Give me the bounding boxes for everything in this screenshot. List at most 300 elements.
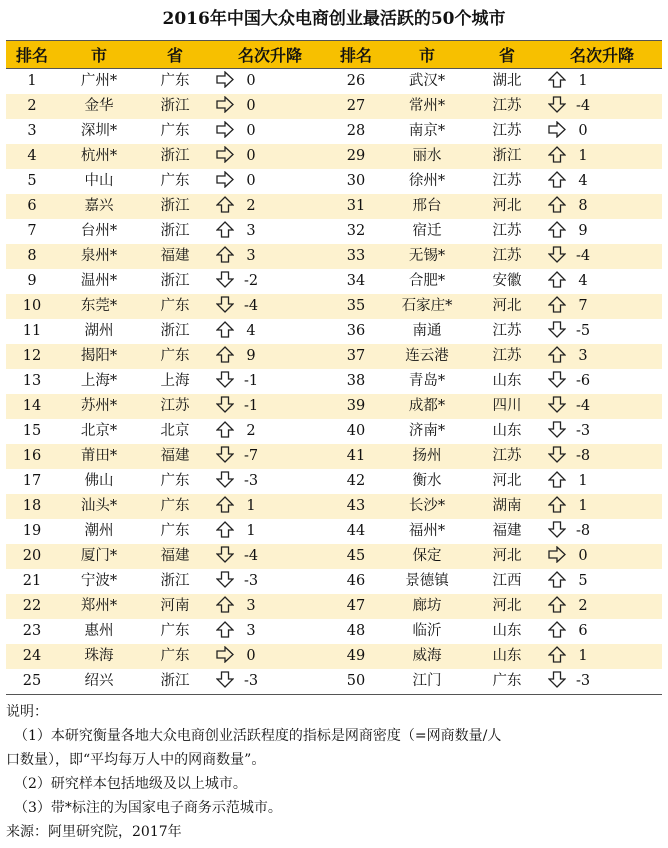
arrow-right-icon xyxy=(216,646,234,663)
rank-change-cell xyxy=(210,494,330,519)
city-cell: 南通 xyxy=(382,319,472,344)
province-cell: 山东 xyxy=(472,369,542,394)
rank-cell: 50 xyxy=(330,669,382,695)
province-cell: 河北 xyxy=(472,469,542,494)
arrow-down-icon xyxy=(216,546,234,563)
city-cell: 宿迁 xyxy=(382,219,472,244)
arrow-up-icon xyxy=(548,271,566,288)
arrow-up-icon xyxy=(216,346,234,363)
rank-change-value: 3 xyxy=(578,348,588,364)
rank-cell: 44 xyxy=(330,519,382,544)
province-cell: 江苏 xyxy=(472,169,542,194)
city-cell: 苏州* xyxy=(58,394,140,419)
province-cell: 广东 xyxy=(140,469,210,494)
city-cell: 邢台 xyxy=(382,194,472,219)
city-cell: 佛山 xyxy=(58,469,140,494)
city-cell: 南京* xyxy=(382,119,472,144)
rank-change-value: -7 xyxy=(243,448,259,464)
province-cell: 山东 xyxy=(472,419,542,444)
rank-change-cell xyxy=(210,594,330,619)
province-cell: 江苏 xyxy=(472,344,542,369)
arrow-down-icon xyxy=(548,671,566,688)
rank-change-value: 1 xyxy=(578,648,588,664)
rank-change-cell xyxy=(542,369,662,394)
province-cell: 江苏 xyxy=(472,119,542,144)
rank-change-value: 9 xyxy=(578,223,588,239)
rank-cell: 41 xyxy=(330,444,382,469)
note-1-continued: 口数量），即“平均每万人中的网商数量”。 xyxy=(6,752,266,768)
rank-change-cell xyxy=(542,69,662,95)
table-row xyxy=(6,294,662,319)
rank-change-value: 1 xyxy=(578,73,588,89)
arrow-down-icon xyxy=(216,296,234,313)
rank-cell: 31 xyxy=(330,194,382,219)
rank-change-value: -8 xyxy=(575,523,591,539)
city-cell: 惠州 xyxy=(58,619,140,644)
rank-change-value: 0 xyxy=(578,548,588,564)
city-cell: 武汉* xyxy=(382,69,472,95)
rank-cell: 35 xyxy=(330,294,382,319)
rank-change-value: 0 xyxy=(246,148,256,164)
table-row xyxy=(6,669,662,695)
rank-change-cell xyxy=(542,169,662,194)
rank-change-value: 0 xyxy=(246,123,256,139)
notes xyxy=(6,700,662,844)
arrow-up-icon xyxy=(548,571,566,588)
rank-change-value: 1 xyxy=(246,523,256,539)
city-cell: 汕头* xyxy=(58,494,140,519)
arrow-right-icon xyxy=(548,121,566,138)
notes-heading: 说明： xyxy=(6,704,48,720)
city-cell: 景德镇 xyxy=(382,569,472,594)
rank-change-value: 2 xyxy=(246,423,256,439)
rank-cell: 45 xyxy=(330,544,382,569)
rank-cell: 14 xyxy=(6,394,58,419)
arrow-up-icon xyxy=(548,471,566,488)
table-row xyxy=(6,69,662,95)
rank-change-cell xyxy=(210,169,330,194)
table-row xyxy=(6,319,662,344)
province-cell: 河北 xyxy=(472,294,542,319)
rank-change-cell xyxy=(210,419,330,444)
rank-change-cell xyxy=(542,519,662,544)
rank-change-cell xyxy=(542,269,662,294)
rank-change-value: 1 xyxy=(578,148,588,164)
province-cell: 北京 xyxy=(140,419,210,444)
rank-change-value: -3 xyxy=(243,673,259,689)
arrow-up-icon xyxy=(216,221,234,238)
city-cell: 金华 xyxy=(58,94,140,119)
arrow-down-icon xyxy=(548,446,566,463)
province-cell: 浙江 xyxy=(140,219,210,244)
source-line: 来源：阿里研究院，2017年 xyxy=(6,824,182,840)
table-row xyxy=(6,394,662,419)
rank-cell: 49 xyxy=(330,644,382,669)
header-city-left: 市 xyxy=(58,41,140,69)
rank-change-cell xyxy=(542,469,662,494)
rank-change-value: 4 xyxy=(578,273,588,289)
city-cell: 衡水 xyxy=(382,469,472,494)
rank-change-cell xyxy=(210,344,330,369)
table-row xyxy=(6,569,662,594)
rank-cell: 12 xyxy=(6,344,58,369)
province-cell: 江苏 xyxy=(472,319,542,344)
table-row xyxy=(6,369,662,394)
city-cell: 廊坊 xyxy=(382,594,472,619)
arrow-up-icon xyxy=(216,621,234,638)
arrow-down-icon xyxy=(548,371,566,388)
city-cell: 成都* xyxy=(382,394,472,419)
rank-change-cell xyxy=(210,644,330,669)
rank-change-value: -3 xyxy=(575,423,591,439)
city-cell: 郑州* xyxy=(58,594,140,619)
province-cell: 江苏 xyxy=(472,244,542,269)
city-cell: 揭阳* xyxy=(58,344,140,369)
rank-cell: 7 xyxy=(6,219,58,244)
city-cell: 连云港 xyxy=(382,344,472,369)
rank-cell: 10 xyxy=(6,294,58,319)
header-province-left: 省 xyxy=(140,41,210,69)
arrow-down-icon xyxy=(548,421,566,438)
rank-cell: 37 xyxy=(330,344,382,369)
note-3: （3）带*标注的为国家电子商务示范城市。 xyxy=(14,800,282,816)
arrow-up-icon xyxy=(216,596,234,613)
rank-change-cell xyxy=(542,319,662,344)
rank-change-value: -1 xyxy=(243,398,259,414)
rank-change-cell xyxy=(542,444,662,469)
rank-change-cell xyxy=(542,294,662,319)
rank-change-cell xyxy=(542,594,662,619)
rank-change-value: -3 xyxy=(575,673,591,689)
rank-cell: 30 xyxy=(330,169,382,194)
city-cell: 合肥* xyxy=(382,269,472,294)
city-cell: 江门 xyxy=(382,669,472,695)
rank-cell: 5 xyxy=(6,169,58,194)
arrow-down-icon xyxy=(216,396,234,413)
city-cell: 深圳* xyxy=(58,119,140,144)
rank-cell: 29 xyxy=(330,144,382,169)
rank-change-value: -3 xyxy=(243,573,259,589)
city-cell: 丽水 xyxy=(382,144,472,169)
arrow-down-icon xyxy=(216,371,234,388)
rank-change-cell xyxy=(210,144,330,169)
rank-change-value: 3 xyxy=(246,598,256,614)
rank-change-value: -1 xyxy=(243,373,259,389)
table-row xyxy=(6,469,662,494)
city-cell: 青岛* xyxy=(382,369,472,394)
rank-change-value: 0 xyxy=(246,648,256,664)
arrow-down-icon xyxy=(216,671,234,688)
province-cell: 江苏 xyxy=(472,94,542,119)
city-cell: 扬州 xyxy=(382,444,472,469)
table-row xyxy=(6,269,662,294)
table-row xyxy=(6,419,662,444)
province-cell: 河南 xyxy=(140,594,210,619)
arrow-up-icon xyxy=(216,321,234,338)
arrow-down-icon xyxy=(216,271,234,288)
city-cell: 北京* xyxy=(58,419,140,444)
rank-change-cell xyxy=(542,494,662,519)
province-cell: 江苏 xyxy=(140,394,210,419)
rank-change-cell xyxy=(210,94,330,119)
rank-cell: 39 xyxy=(330,394,382,419)
city-cell: 厦门* xyxy=(58,544,140,569)
rank-change-value: 3 xyxy=(246,248,256,264)
arrow-down-icon xyxy=(216,446,234,463)
arrow-right-icon xyxy=(548,546,566,563)
rank-change-value: 0 xyxy=(246,73,256,89)
header-rank-right: 排名 xyxy=(330,41,382,69)
arrow-down-icon xyxy=(216,471,234,488)
province-cell: 江西 xyxy=(472,569,542,594)
arrow-up-icon xyxy=(548,596,566,613)
rank-change-value: 2 xyxy=(246,198,256,214)
city-cell: 东莞* xyxy=(58,294,140,319)
rank-cell: 32 xyxy=(330,219,382,244)
rank-change-cell xyxy=(210,244,330,269)
rank-change-value: 4 xyxy=(246,323,256,339)
table-row xyxy=(6,519,662,544)
arrow-right-icon xyxy=(216,171,234,188)
rank-change-cell xyxy=(542,219,662,244)
arrow-down-icon xyxy=(548,96,566,113)
rank-cell: 28 xyxy=(330,119,382,144)
city-cell: 泉州* xyxy=(58,244,140,269)
arrow-up-icon xyxy=(548,196,566,213)
province-cell: 河北 xyxy=(472,544,542,569)
city-cell: 济南* xyxy=(382,419,472,444)
city-cell: 无锡* xyxy=(382,244,472,269)
rank-change-cell xyxy=(210,444,330,469)
rank-change-cell xyxy=(210,369,330,394)
rank-change-cell xyxy=(210,69,330,95)
city-cell: 嘉兴 xyxy=(58,194,140,219)
city-cell: 福州* xyxy=(382,519,472,544)
city-cell: 珠海 xyxy=(58,644,140,669)
rank-change-cell xyxy=(210,544,330,569)
arrow-up-icon xyxy=(216,196,234,213)
rank-change-cell xyxy=(210,219,330,244)
header-change-right: 名次升降 xyxy=(542,41,662,69)
rank-change-value: 7 xyxy=(578,298,588,314)
province-cell: 浙江 xyxy=(140,94,210,119)
rank-change-value: -4 xyxy=(575,248,591,264)
arrow-down-icon xyxy=(548,321,566,338)
rank-change-cell xyxy=(210,319,330,344)
rank-cell: 33 xyxy=(330,244,382,269)
arrow-up-icon xyxy=(548,621,566,638)
rank-change-value: 1 xyxy=(246,498,256,514)
rank-cell: 25 xyxy=(6,669,58,695)
rank-change-value: -5 xyxy=(575,323,591,339)
rank-cell: 9 xyxy=(6,269,58,294)
arrow-up-icon xyxy=(216,246,234,263)
province-cell: 浙江 xyxy=(140,319,210,344)
city-cell: 临沂 xyxy=(382,619,472,644)
rank-cell: 26 xyxy=(330,69,382,95)
province-cell: 安徽 xyxy=(472,269,542,294)
rank-change-cell xyxy=(210,394,330,419)
rank-change-cell xyxy=(542,544,662,569)
city-cell: 中山 xyxy=(58,169,140,194)
rank-change-value: 2 xyxy=(578,598,588,614)
city-cell: 温州* xyxy=(58,269,140,294)
city-cell: 台州* xyxy=(58,219,140,244)
city-cell: 上海* xyxy=(58,369,140,394)
rank-change-cell xyxy=(542,144,662,169)
rank-change-value: -3 xyxy=(243,473,259,489)
arrow-right-icon xyxy=(216,121,234,138)
city-cell: 湖州 xyxy=(58,319,140,344)
rank-cell: 43 xyxy=(330,494,382,519)
rank-cell: 6 xyxy=(6,194,58,219)
arrow-right-icon xyxy=(216,96,234,113)
rank-cell: 4 xyxy=(6,144,58,169)
rank-change-value: -4 xyxy=(575,398,591,414)
city-cell: 广州* xyxy=(58,69,140,95)
province-cell: 广东 xyxy=(140,494,210,519)
city-cell: 绍兴 xyxy=(58,669,140,695)
rank-change-value: -4 xyxy=(243,548,259,564)
arrow-up-icon xyxy=(548,146,566,163)
table-row xyxy=(6,444,662,469)
rank-change-cell xyxy=(542,194,662,219)
rank-change-cell xyxy=(210,194,330,219)
rank-change-cell xyxy=(542,669,662,695)
rank-cell: 16 xyxy=(6,444,58,469)
rank-cell: 2 xyxy=(6,94,58,119)
rank-cell: 23 xyxy=(6,619,58,644)
province-cell: 浙江 xyxy=(140,569,210,594)
rank-change-cell xyxy=(542,394,662,419)
province-cell: 福建 xyxy=(140,444,210,469)
header-province-right: 省 xyxy=(472,41,542,69)
rank-cell: 17 xyxy=(6,469,58,494)
rank-change-value: 6 xyxy=(578,623,588,639)
rank-cell: 11 xyxy=(6,319,58,344)
rank-change-value: 8 xyxy=(578,198,588,214)
province-cell: 浙江 xyxy=(140,269,210,294)
rank-change-value: 3 xyxy=(246,623,256,639)
rank-change-cell xyxy=(542,619,662,644)
province-cell: 江苏 xyxy=(472,219,542,244)
rank-change-cell xyxy=(210,519,330,544)
province-cell: 浙江 xyxy=(472,144,542,169)
province-cell: 广东 xyxy=(140,69,210,95)
table-row xyxy=(6,194,662,219)
rank-cell: 18 xyxy=(6,494,58,519)
table-row xyxy=(6,344,662,369)
rank-cell: 1 xyxy=(6,69,58,95)
table-row xyxy=(6,494,662,519)
table-row xyxy=(6,544,662,569)
city-cell: 保定 xyxy=(382,544,472,569)
rank-cell: 48 xyxy=(330,619,382,644)
city-cell: 威海 xyxy=(382,644,472,669)
rank-change-cell xyxy=(210,294,330,319)
rank-change-cell xyxy=(210,619,330,644)
note-2: （2）研究样本包括地级及以上城市。 xyxy=(14,776,247,792)
city-cell: 徐州* xyxy=(382,169,472,194)
rank-cell: 34 xyxy=(330,269,382,294)
note-1: （1）本研究衡量各地大众电商创业活跃程度的指标是网商密度（=网商数量/人 xyxy=(14,728,502,744)
province-cell: 广东 xyxy=(140,619,210,644)
rank-cell: 40 xyxy=(330,419,382,444)
rank-change-cell xyxy=(210,269,330,294)
province-cell: 广东 xyxy=(140,294,210,319)
rank-cell: 13 xyxy=(6,369,58,394)
rank-change-cell xyxy=(210,119,330,144)
rank-change-value: -4 xyxy=(575,98,591,114)
rank-cell: 38 xyxy=(330,369,382,394)
rank-change-cell xyxy=(210,669,330,695)
rank-change-cell xyxy=(210,569,330,594)
arrow-down-icon xyxy=(216,571,234,588)
rank-change-value: 0 xyxy=(246,173,256,189)
table-title: 2016年中国大众电商创业最活跃的50个城市 xyxy=(162,9,506,29)
province-cell: 广东 xyxy=(140,519,210,544)
table-row xyxy=(6,94,662,119)
arrow-up-icon xyxy=(216,496,234,513)
rank-change-value: 5 xyxy=(578,573,588,589)
arrow-up-icon xyxy=(548,646,566,663)
province-cell: 河北 xyxy=(472,594,542,619)
table-row xyxy=(6,244,662,269)
arrow-up-icon xyxy=(216,421,234,438)
city-cell: 长沙* xyxy=(382,494,472,519)
rank-cell: 21 xyxy=(6,569,58,594)
arrow-up-icon xyxy=(548,346,566,363)
rank-change-cell xyxy=(542,569,662,594)
rank-change-cell xyxy=(210,469,330,494)
rank-change-value: 0 xyxy=(246,98,256,114)
province-cell: 福建 xyxy=(140,244,210,269)
rank-change-cell xyxy=(542,244,662,269)
rank-cell: 3 xyxy=(6,119,58,144)
rank-change-value: -4 xyxy=(243,298,259,314)
rank-change-value: 1 xyxy=(578,473,588,489)
rank-change-cell xyxy=(542,644,662,669)
rank-cell: 27 xyxy=(330,94,382,119)
table-row xyxy=(6,619,662,644)
arrow-right-icon xyxy=(216,146,234,163)
header-row xyxy=(6,41,662,69)
province-cell: 湖南 xyxy=(472,494,542,519)
city-cell: 杭州* xyxy=(58,144,140,169)
province-cell: 浙江 xyxy=(140,194,210,219)
province-cell: 浙江 xyxy=(140,669,210,695)
province-cell: 广东 xyxy=(140,644,210,669)
table-row xyxy=(6,644,662,669)
header-rank-left: 排名 xyxy=(6,41,58,69)
rank-cell: 24 xyxy=(6,644,58,669)
rank-change-value: -8 xyxy=(575,448,591,464)
province-cell: 四川 xyxy=(472,394,542,419)
arrow-down-icon xyxy=(548,521,566,538)
table-row xyxy=(6,169,662,194)
rank-change-value: -6 xyxy=(575,373,591,389)
city-cell: 宁波* xyxy=(58,569,140,594)
rank-cell: 15 xyxy=(6,419,58,444)
rank-cell: 22 xyxy=(6,594,58,619)
header-city-right: 市 xyxy=(382,41,472,69)
province-cell: 河北 xyxy=(472,194,542,219)
province-cell: 山东 xyxy=(472,619,542,644)
arrow-down-icon xyxy=(548,396,566,413)
table-row xyxy=(6,594,662,619)
rank-cell: 36 xyxy=(330,319,382,344)
rank-change-cell xyxy=(542,419,662,444)
